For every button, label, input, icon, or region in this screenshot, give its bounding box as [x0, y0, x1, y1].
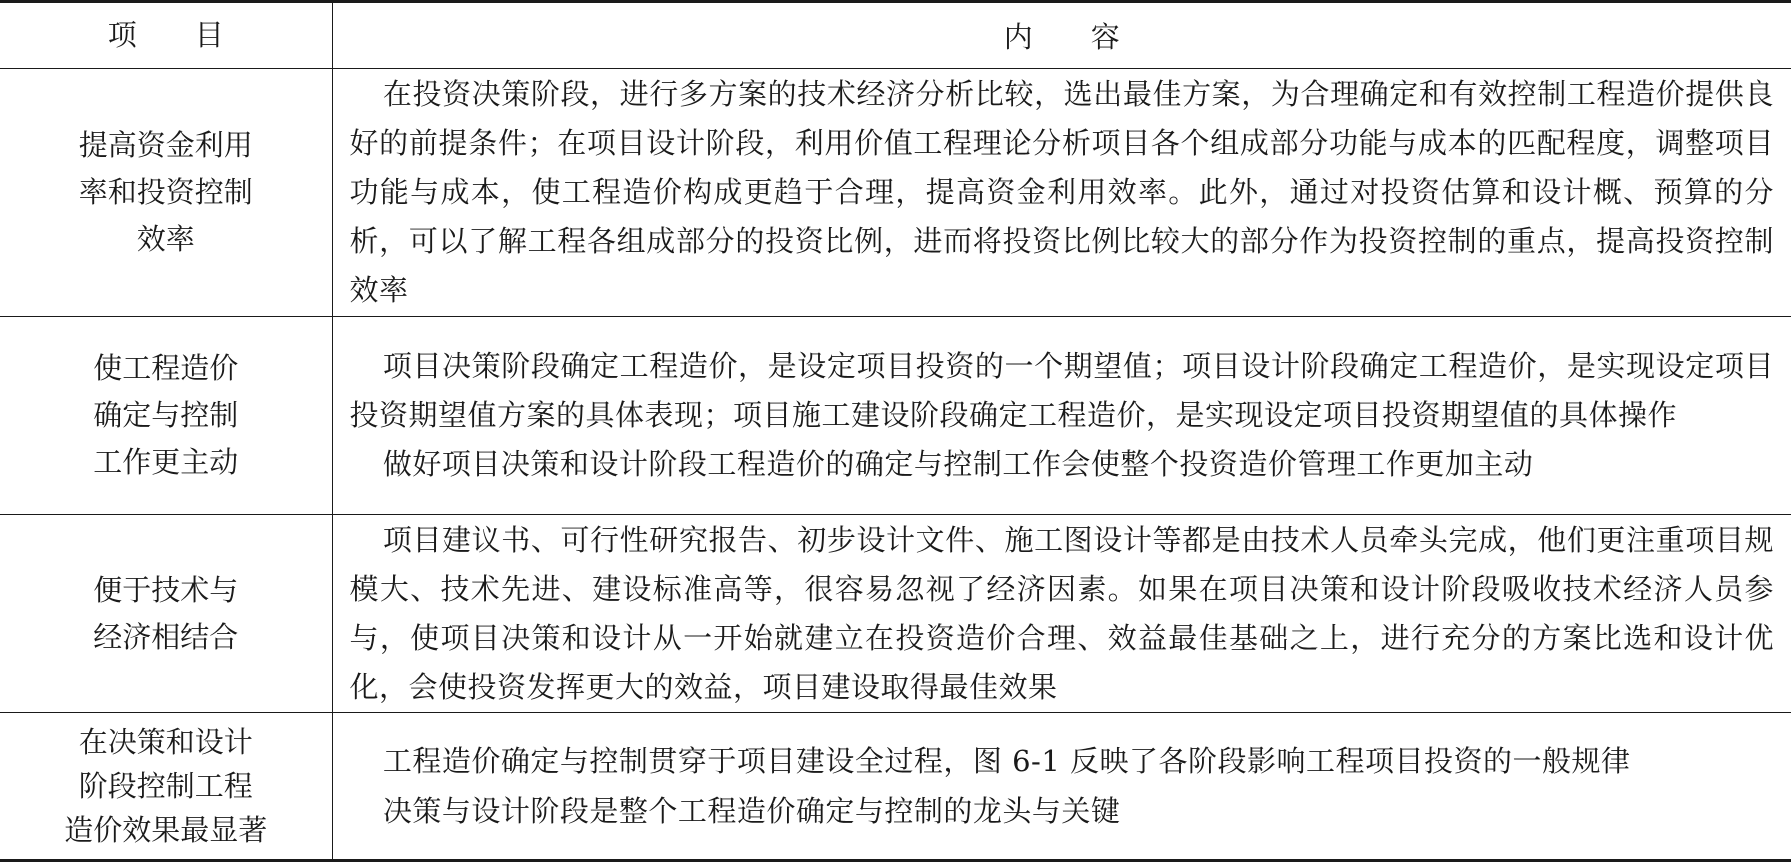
- item-line: 便于技术与: [93, 572, 239, 607]
- item-cell: [0, 317, 332, 515]
- item-line: 率和投资控制: [78, 175, 253, 209]
- item-line: 造价效果最显著: [64, 813, 268, 847]
- content-cell: [332, 317, 1791, 515]
- header-item: [0, 2, 332, 69]
- table-row: [0, 317, 1791, 515]
- item-cell: [0, 515, 332, 713]
- item-line: 工作更主动: [93, 445, 239, 479]
- content-paragraph: 项目建议书、可行性研究报告、初步设计文件、施工图设计等都是由技术人员牵头完成，他们更注重项目规模大、技术先进、建设标准高等，很容易忽视了经济因素。如果在项目决策和设计阶段吸收技术经济人员参与，使项目决策和设计从一开始就建立在投资造价合理、效益最佳基础之上，进行充分的方案比选和设计优化，会使投资发挥更大的效益，项目建设取得最佳效果: [349, 522, 1774, 704]
- header-content-label: 内 容: [1003, 20, 1120, 54]
- table-row: [0, 69, 1791, 317]
- content-cell: [332, 713, 1791, 861]
- item-line: 提高资金利用: [78, 128, 253, 162]
- item-line: 在决策和设计: [78, 725, 253, 759]
- table-header-row: [0, 2, 1791, 69]
- item-line: 效率: [136, 222, 195, 256]
- header-item-label: 项 目: [107, 18, 224, 52]
- item-line: 经济相结合: [93, 619, 239, 654]
- item-cell: [0, 69, 332, 317]
- item-line: 使工程造价: [93, 351, 239, 385]
- table-row: [0, 515, 1791, 713]
- item-line: 阶段控制工程: [78, 769, 253, 803]
- content-paragraph: 工程造价确定与控制贯穿于项目建设全过程，图 6-1 反映了各阶段影响工程项目投资的一般规律: [382, 744, 1631, 778]
- header-content: [332, 2, 1791, 69]
- content-cell: [332, 69, 1791, 317]
- content-cell: [332, 515, 1791, 713]
- table-row: [0, 713, 1791, 861]
- content-paragraph: 做好项目决策和设计阶段工程造价的确定与控制工作会使整个投资造价管理工作更加主动: [382, 447, 1534, 481]
- content-paragraph: 在投资决策阶段，进行多方案的技术经济分析比较，选出最佳方案，为合理确定和有效控制工程造价提供良好的前提条件；在项目设计阶段，利用价值工程理论分析项目各个组成部分功能与成本的匹配程度，调整项目功能与成本，使工程造价构成更趋于合理，提高资金利用效率。此外，通过对投资估算和设计概、预算的分析，可以了解工程各组成部分的投资比例，进而将投资比例比较大的部分作为投资控制的重点，提高投资控制效率: [349, 77, 1774, 307]
- content-paragraph: 决策与设计阶段是整个工程造价确定与控制的龙头与关键: [382, 794, 1121, 828]
- item-cell: [0, 713, 332, 861]
- content-paragraph: 项目决策阶段确定工程造价，是设定项目投资的一个期望值；项目设计阶段确定工程造价，是实现设定项目投资期望值方案的具体表现；项目施工建设阶段确定工程造价，是实现设定项目投资期望值的具体操作: [349, 349, 1774, 432]
- item-line: 确定与控制: [93, 398, 239, 432]
